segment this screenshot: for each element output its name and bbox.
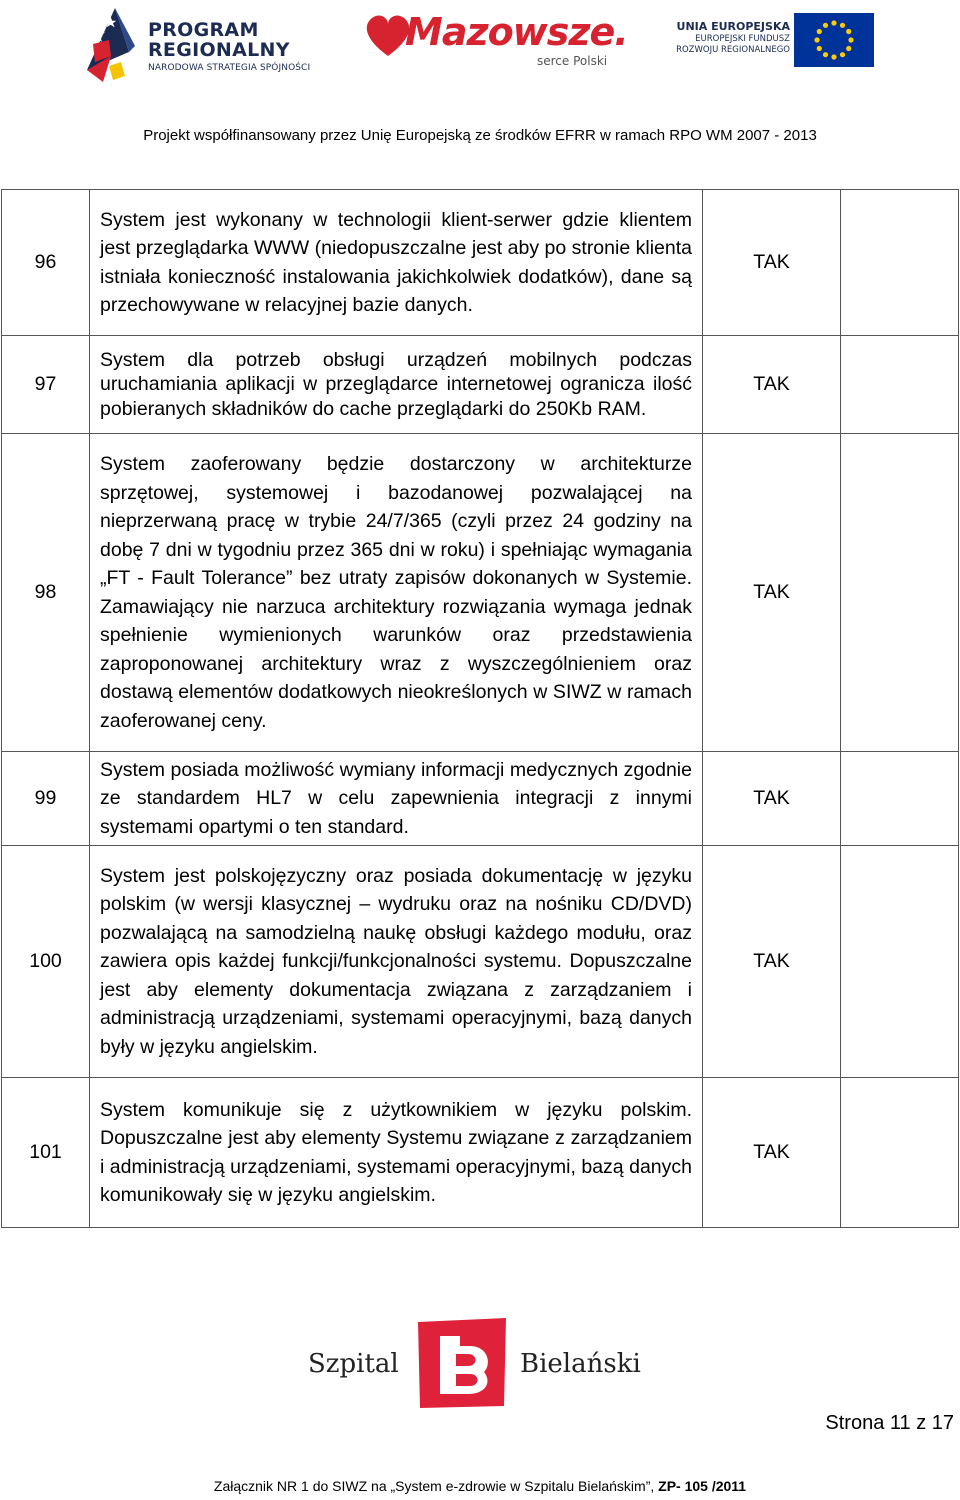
program-regionalny-subtitle: NARODOWA STRATEGIA SPÓJNOŚCI xyxy=(148,63,311,73)
star-flag-icon xyxy=(85,4,147,84)
requirements-table xyxy=(1,189,959,1228)
row-empty-cell xyxy=(841,190,959,336)
table-row xyxy=(2,190,959,336)
table-row xyxy=(2,846,959,1078)
mazowsze-wordmark: Mazowsze. xyxy=(405,10,628,54)
row-number: 98 xyxy=(2,434,90,752)
row-number: 97 xyxy=(2,336,90,434)
hospital-logo-right-text: Bielański xyxy=(520,1349,641,1379)
row-description: System zaoferowany będzie dostarczony w architekturze sprzętowej, systemowej i bazodanowej pozwalającej na nieprzerwaną pracę w trybie 24/7/365 (czyli przez 24 godziny na dobę 7 dni w tygodniu przez 365 dni w roku) i spełniając wymagania „FT - Fault Tolerance” bez utraty zapisów dokonanych w Systemie. Zamawiający nie narzuca architektury rozwiązania wymaga jednak spełnienie wymienionych warunków oraz przedstawienia zaproponowanej architektury wraz z wyszczególnieniem oraz dostawą elementów dodatkowych nieokreślonych w SIWZ w ramach zaoferowanej ceny. xyxy=(90,434,703,752)
letter-b-logo-icon xyxy=(418,1318,506,1408)
row-empty-cell xyxy=(841,336,959,434)
row-value: TAK xyxy=(703,434,841,752)
row-number: 100 xyxy=(2,846,90,1078)
table-row xyxy=(2,336,959,434)
row-empty-cell xyxy=(841,846,959,1078)
row-value: TAK xyxy=(703,190,841,336)
row-description: System komunikuje się z użytkownikiem w języku polskim. Dopuszczalne jest aby elementy Systemu związane z zarządzaniem i administracją urządzeniami, systemami operacyjnymi, bazą danych komunikowały się w języku angielskim. xyxy=(90,1078,703,1228)
row-empty-cell xyxy=(841,752,959,846)
attachment-case-number: ZP- 105 /2011 xyxy=(658,1478,747,1494)
page-number: Strona 11 z 17 xyxy=(825,1412,954,1434)
hospital-logo-left-text: Szpital xyxy=(308,1349,399,1379)
row-value: TAK xyxy=(703,336,841,434)
row-value: TAK xyxy=(703,1078,841,1228)
row-value: TAK xyxy=(703,846,841,1078)
ue-logo-text: UNIA EUROPEJSKA EUROPEJSKI FUNDUSZ ROZWOJU REGIONALNEGO xyxy=(676,20,790,55)
row-description: System posiada możliwość wymiany informacji medycznych zgodnie ze standardem HL7 w celu zapewnienia integracji z innymi systemami opartymi o ten standard. xyxy=(90,752,703,846)
row-number: 96 xyxy=(2,190,90,336)
table-row xyxy=(2,434,959,752)
row-number: 99 xyxy=(2,752,90,846)
table-row xyxy=(2,752,959,846)
eu-flag-icon xyxy=(794,13,874,67)
row-description: System jest polskojęzyczny oraz posiada dokumentację w języku polskim (w wersji klasycznej – wydruku oraz na nośniku CD/DVD) pozwalającą na samodzielną naukę obsługi każdego modułu, oraz zawiera opis każdej funkcji/funkcjonalności systemu. Dopuszczalne jest aby elementy dokumentacja związana z zarządzaniem i administracją urządzeniami, systemami operacyjnymi, bazą danych były w języku angielskim. xyxy=(90,846,703,1078)
mazowsze-tagline: serce Polski xyxy=(537,54,608,68)
header-logo-bar xyxy=(0,0,960,95)
row-empty-cell xyxy=(841,1078,959,1228)
attachment-footer xyxy=(0,1478,960,1494)
row-description: System jest wykonany w technologii klient-serwer gdzie klientem jest przeglądarka WWW (niedopuszczalne jest aby po stronie klienta istniała konieczność instalowania jakichkolwiek dodatków), dane są przechowywane w relacyjnej bazie danych. xyxy=(90,190,703,336)
attachment-text: Załącznik NR 1 do SIWZ na „System e-zdrowie w Szpitalu Bielańskim”, xyxy=(213,1478,659,1494)
table-row xyxy=(2,1078,959,1228)
szpital-bielanski-logo xyxy=(300,1316,660,1411)
row-empty-cell xyxy=(841,434,959,752)
row-description: System dla potrzeb obsługi urządzeń mobilnych podczas uruchamiania aplikacji w przeglądarce internetowej ogranicza ilość pobieranych składników do cache przeglądarki do 250Kb RAM. xyxy=(90,336,703,434)
row-value: TAK xyxy=(703,752,841,846)
program-regionalny-title: PROGRAM REGIONALNY xyxy=(148,19,290,61)
project-cofinancing-line: Projekt współfinansowany przez Unię Europejską ze środków EFRR w ramach RPO WM 2007 - 2013 xyxy=(143,127,817,144)
row-number: 101 xyxy=(2,1078,90,1228)
